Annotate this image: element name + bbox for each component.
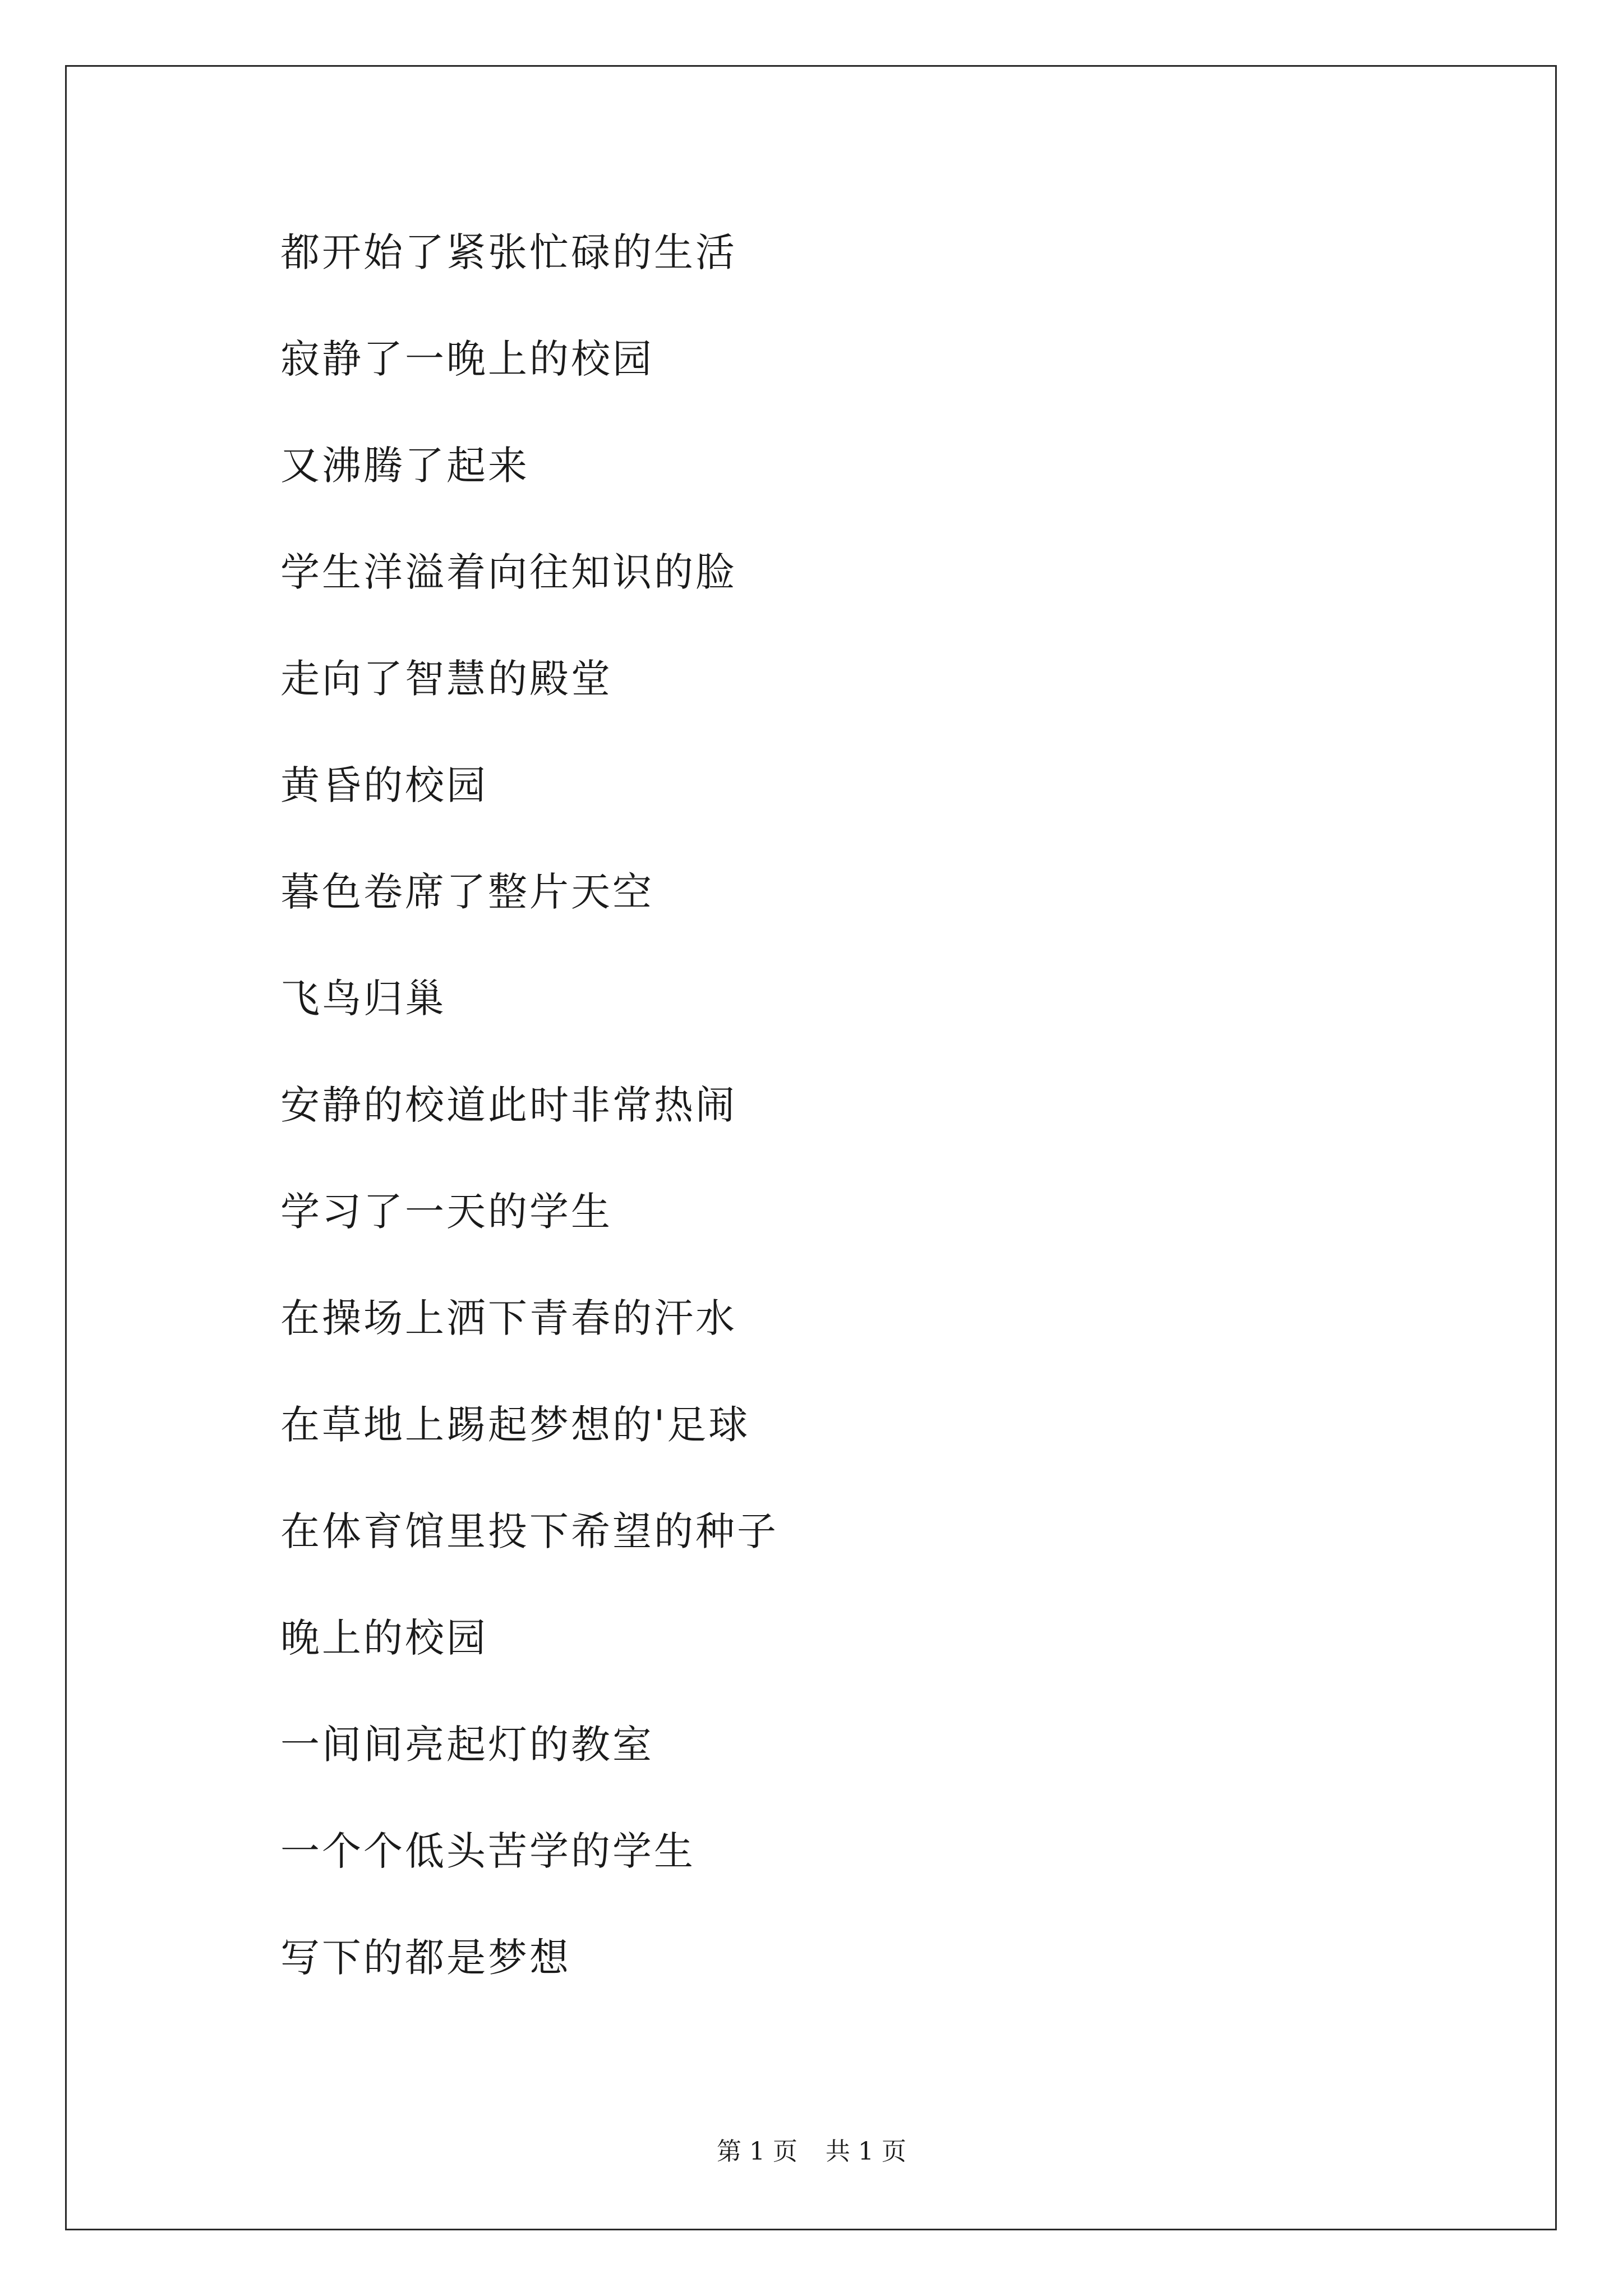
poem-line: 黄昏的校园	[280, 762, 488, 808]
poem-line: 在操场上洒下青春的汗水	[280, 1295, 737, 1341]
page-number: 第 1 页	[717, 2137, 797, 2166]
poem-line: 晚上的校园	[280, 1615, 488, 1661]
page-footer	[0, 2135, 1623, 2169]
poem-line: 飞鸟归巢	[280, 976, 446, 1022]
poem-line: 暮色卷席了整片天空	[280, 869, 654, 915]
poem-line: 又沸腾了起来	[280, 443, 529, 489]
page-total: 共 1 页	[826, 2137, 906, 2166]
poem-line: 在草地上踢起梦想的'足球	[280, 1402, 750, 1448]
poem-line: 一间间亮起灯的教室	[280, 1722, 654, 1768]
poem-body	[280, 224, 778, 2036]
poem-line: 走向了智慧的殿堂	[280, 656, 612, 702]
poem-line: 都开始了紧张忙碌的生活	[280, 229, 737, 275]
poem-line: 寂静了一晚上的校园	[280, 336, 654, 382]
poem-line: 安静的校道此时非常热闹	[280, 1082, 737, 1128]
poem-line: 在体育馆里投下希望的种子	[280, 1508, 778, 1554]
poem-line: 一个个低头苦学的学生	[280, 1828, 695, 1874]
poem-line: 学习了一天的学生	[280, 1189, 612, 1235]
poem-line: 学生洋溢着向往知识的脸	[280, 549, 737, 595]
poem-line: 写下的都是梦想	[280, 1935, 571, 1981]
